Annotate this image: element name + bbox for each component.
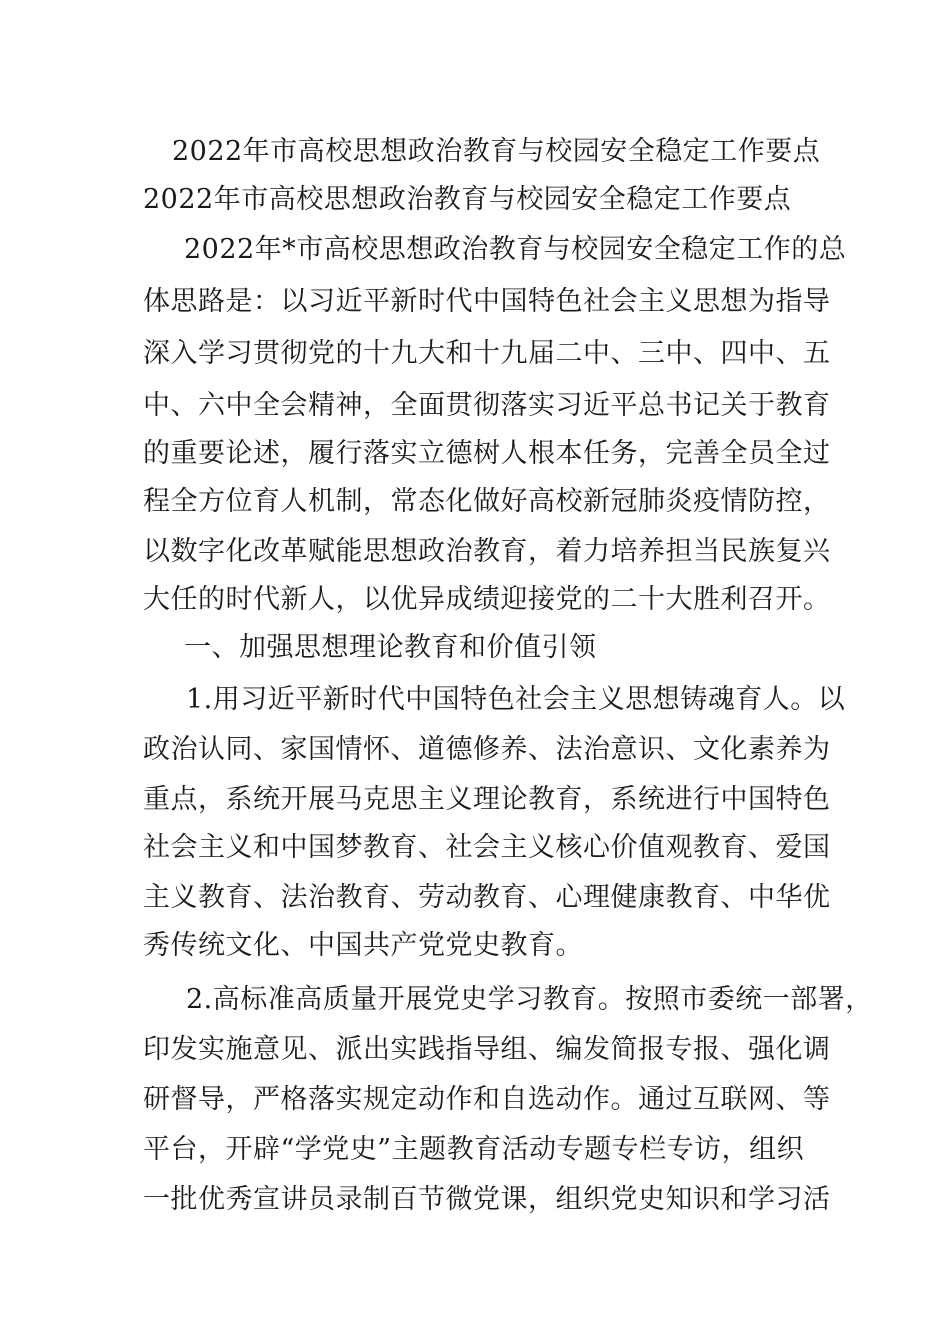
item-1-line-6: 秀传统文化、中国共产党党史教育。 xyxy=(143,930,583,961)
document-title-line-1: 2022年市高校思想政治教育与校园安全稳定工作要点 xyxy=(172,136,821,167)
item-2-line-1: 2.高标准高质量开展党史学习教育。按照市委统一部署， xyxy=(186,984,873,1015)
intro-line-1: 2022年*市高校思想政治教育与校园安全稳定工作的总 xyxy=(184,234,847,265)
item-1-line-5: 主义教育、法治教育、劳动教育、心理健康教育、中华优 xyxy=(143,882,831,913)
item-2-line-5: 一批优秀宣讲员录制百节微党课，组织党史知识和学习活 xyxy=(143,1184,831,1215)
item-2-line-3: 研督导，严格落实规定动作和自选动作。通过互联网、等 xyxy=(143,1084,831,1115)
item-2-line-4: 平台，开辟“学党史”主题教育活动专题专栏专访，组织 xyxy=(143,1134,805,1165)
intro-line-8: 大任的时代新人，以优异成绩迎接党的二十大胜利召开。 xyxy=(143,584,831,615)
item-1-line-2: 政治认同、家国情怀、道德修养、法治意识、文化素养为 xyxy=(143,734,831,765)
document-title-line-2: 2022年市高校思想政治教育与校园安全稳定工作要点 xyxy=(143,184,792,215)
intro-line-2: 体思路是：以习近平新时代中国特色社会主义思想为指导 xyxy=(143,286,831,317)
intro-line-4: 中、六中全会精神，全面贯彻落实习近平总书记关于教育 xyxy=(143,390,831,421)
item-2-line-2: 印发实施意见、派出实践指导组、编发简报专报、强化调 xyxy=(143,1034,831,1065)
intro-line-7: 以数字化改革赋能思想政治教育，着力培养担当民族复兴 xyxy=(143,536,831,567)
item-1-line-4: 社会主义和中国梦教育、社会主义核心价值观教育、爱国 xyxy=(143,832,831,863)
item-1-line-3: 重点，系统开展马克思主义理论教育，系统进行中国特色 xyxy=(143,784,831,815)
intro-line-6: 程全方位育人机制，常态化做好高校新冠肺炎疫情防控， xyxy=(143,486,831,517)
intro-line-5: 的重要论述，履行落实立德树人根本任务，完善全员全过 xyxy=(143,438,831,469)
item-1-line-1: 1.用习近平新时代中国特色社会主义思想铸魂育人。以 xyxy=(186,684,846,715)
section-1-heading: 一、加强思想理论教育和价值引领 xyxy=(184,632,597,663)
intro-line-3: 深入学习贯彻党的十九大和十九届二中、三中、四中、五 xyxy=(143,338,831,369)
